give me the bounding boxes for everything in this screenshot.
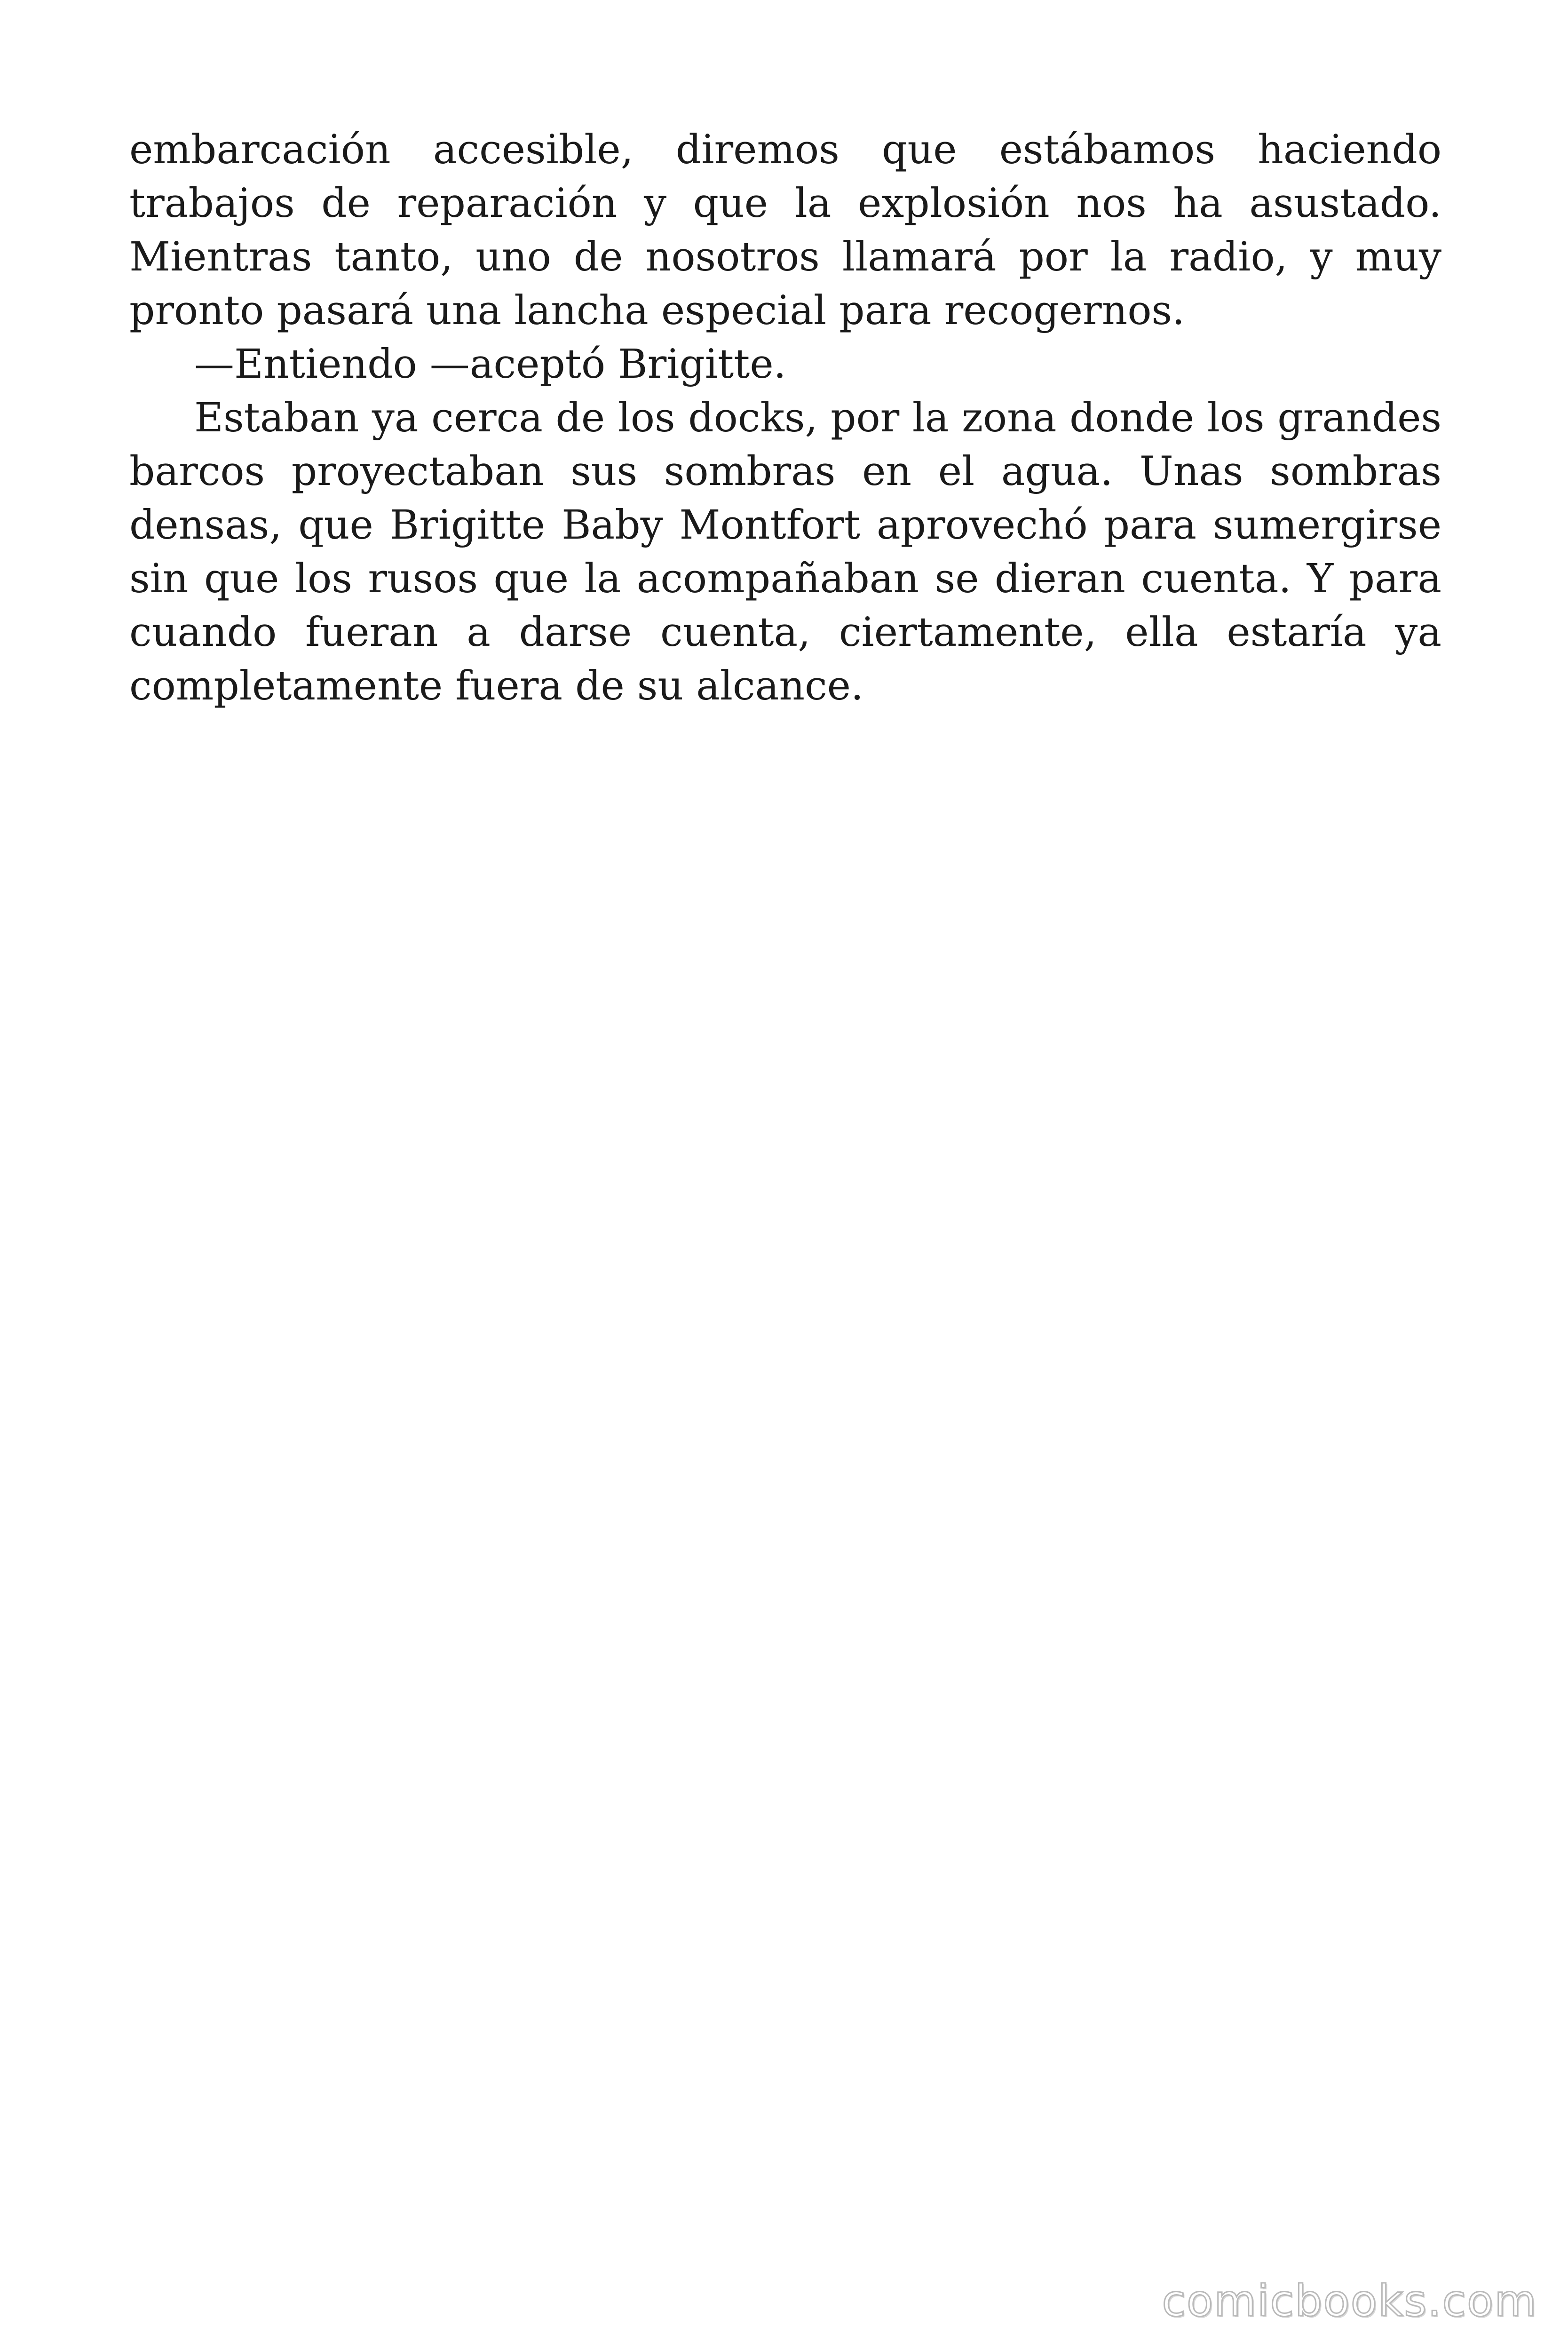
watermark-text: comicbooks.com <box>1162 2276 1537 2326</box>
paragraph-continuation: embarcación accesible, diremos que estábamos haciendo trabajos de reparación y que la explosión nos ha asustado. Mientras tanto, uno de nosotros llamará por la radio, y muy pronto pasará una lancha especial para recogernos. <box>129 127 1441 334</box>
paragraph-dialogue: —Entiendo —aceptó Brigitte. <box>194 341 786 388</box>
paragraph-narration: Estaban ya cerca de los docks, por la zona donde los grandes barcos proyectaban sus sombras en el agua. Unas sombras densas, que Brigitte Baby Montfort aprovechó para sumergirse sin que los rusos que la acompañaban se dieran cuenta. Y para cuando fueran a darse cuenta, ciertamente, ella estaría ya completamente fuera de su alcance. <box>129 395 1441 709</box>
body-text <box>129 123 1441 713</box>
